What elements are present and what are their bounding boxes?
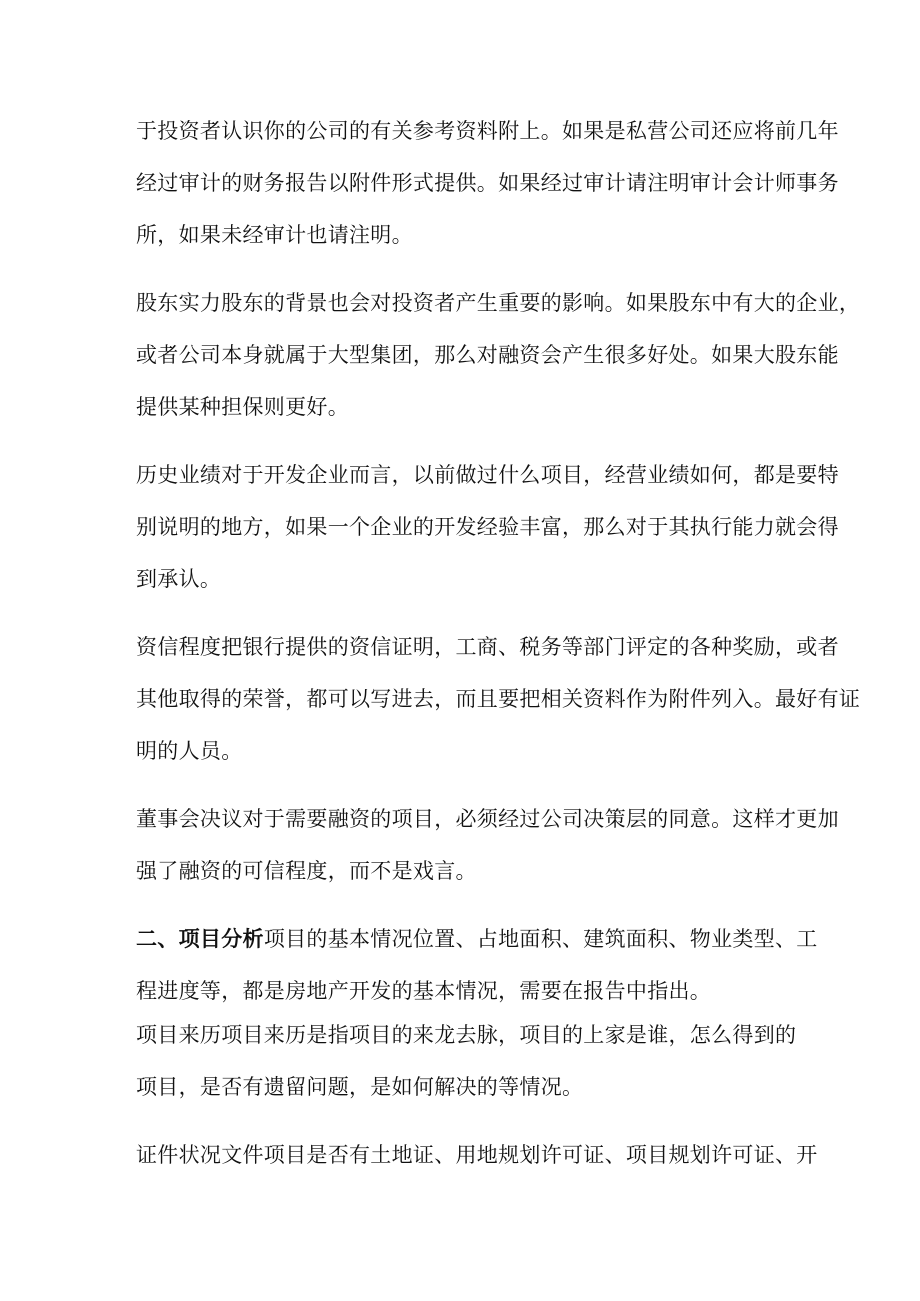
- text-line: 项目，是否有遗留问题，是如何解决的等情况。: [136, 1075, 584, 1099]
- text-line: 或者公司本身就属于大型集团，那么对融资会产生很多好处。如果大股东能: [136, 343, 839, 367]
- text-line: 董事会决议对于需要融资的项目，必须经过公司决策层的同意。这样才更加: [136, 807, 839, 831]
- text-line: 强了融资的可信程度，而不是戏言。: [136, 859, 477, 883]
- text-line: 历史业绩对于开发企业而言，以前做过什么项目，经营业绩如何，都是要特: [136, 463, 839, 487]
- section-heading: 二、项目分析: [136, 927, 264, 951]
- text-line: 经过审计的财务报告以附件形式提供。如果经过审计请注明审计会计师事务: [136, 171, 839, 195]
- text-line: 明的人员。: [136, 739, 243, 763]
- text-line: 股东实力股东的背景也会对投资者产生重要的影响。如果股东中有大的企业，: [136, 291, 861, 315]
- text-line: 资信程度把银行提供的资信证明，工商、税务等部门评定的各种奖励，或者: [136, 635, 839, 659]
- text-line: 项目来历项目来历是指项目的来龙去脉，项目的上家是谁，怎么得到的: [136, 1023, 797, 1047]
- text-line: 程进度等，都是房地产开发的基本情况，需要在报告中指出。: [136, 979, 712, 1003]
- section-heading-line: [136, 926, 818, 952]
- text-line: 所，如果未经审计也请注明。: [136, 223, 413, 247]
- text-line: 证件状况文件项目是否有土地证、用地规划许可证、项目规划许可证、开: [136, 1143, 818, 1167]
- text-line: 于投资者认识你的公司的有关参考资料附上。如果是私营公司还应将前几年: [136, 119, 839, 143]
- text-line: 别说明的地方，如果一个企业的开发经验丰富，那么对于其执行能力就会得: [136, 515, 839, 539]
- text-line: 项目的基本情况位置、占地面积、建筑面积、物业类型、工: [263, 927, 818, 951]
- text-line: 其他取得的荣誉，都可以写进去，而且要把相关资料作为附件列入。最好有证: [136, 687, 861, 711]
- text-line: 到承认。: [136, 567, 222, 591]
- text-line: 提供某种担保则更好。: [136, 395, 349, 419]
